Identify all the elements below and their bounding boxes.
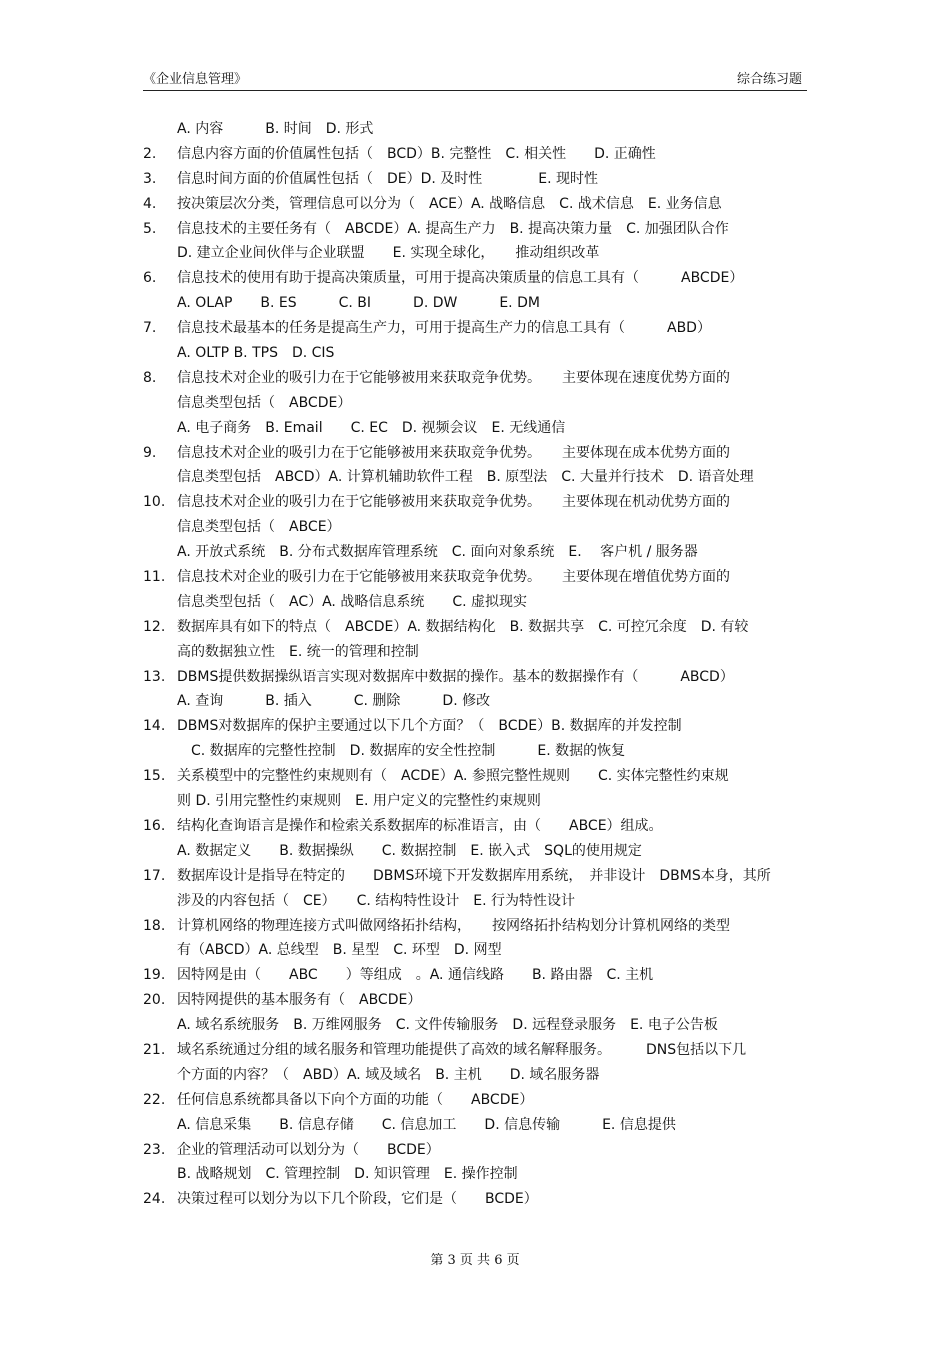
question-line [0,142,950,167]
question-text: 关系模型中的完整性约束规则有（ ACDE）A. 参照完整性规则 C. 实体完整性约束规 [177,768,729,785]
question-list [0,117,950,1212]
question-line [0,515,950,540]
question-text: 信息技术的主要任务有（ ABCDE）A. 提高生产力 B. 提高决策力量 C. 加强团队合作 [177,220,729,237]
question-number: 12. [143,618,166,635]
question-text: B. 战略规划 C. 管理控制 D. 知识管理 E. 操作控制 [177,1166,518,1183]
question-line [0,565,950,590]
question-text: 涉及的内容包括（ CE） C. 结构特性设计 E. 行为特性设计 [177,892,576,909]
question-text: A. 数据定义 B. 数据操纵 C. 数据控制 E. 嵌入式 SQL的使用规定 [177,842,642,859]
question-text: 因特网提供的基本服务有（ ABCDE） [177,992,422,1009]
question-line [0,1013,950,1038]
question-line [0,117,950,142]
question-line [0,465,950,490]
question-text: 信息内容方面的价值属性包括（ BCD）B. 完整性 C. 相关性 D. 正确性 [177,145,656,162]
question-text: A. 信息采集 B. 信息存储 C. 信息加工 D. 信息传输 E. 信息提供 [177,1116,676,1133]
question-text: 信息技术对企业的吸引力在于它能够被用来获取竞争优势。 主要体现在速度优势方面的 [177,369,730,386]
question-text: 信息类型包括 ABCD）A. 计算机辅助软件工程 B. 原型法 C. 大量并行技术 D. 语音处理 [177,469,754,486]
question-text: C. 数据库的完整性控制 D. 数据库的安全性控制 E. 数据的恢复 [177,743,626,760]
question-number: 15. [143,768,166,785]
question-line [0,441,950,466]
question-number: 22. [143,1091,166,1108]
question-text: 企业的管理活动可以划分为（ BCDE） [177,1141,440,1158]
question-text: 任何信息系统都具备以下向个方面的功能（ ABCDE） [177,1091,534,1108]
question-line [0,217,950,242]
question-number: 13. [143,668,166,685]
question-line [0,789,950,814]
question-text: 信息技术最基本的任务是提高生产力，可用于提高生产力的信息工具有（ ABD） [177,320,711,337]
question-text: 信息技术的使用有助于提高决策质量，可用于提高决策质量的信息工具有（ ABCDE） [177,270,744,287]
question-text: 数据库具有如下的特点（ ABCDE）A. 数据结构化 B. 数据共享 C. 可控冗余度 D. 有较 [177,618,749,635]
question-text: 因特网是由（ ABC ）等组成 。A. 通信线路 B. 路由器 C. 主机 [177,967,654,984]
question-line [0,615,950,640]
question-number: 8. [143,369,157,386]
question-text: 信息类型包括（ ABCDE） [177,394,352,411]
question-number: 6. [143,270,157,287]
question-line [0,665,950,690]
question-number: 11. [143,569,166,586]
question-line [0,291,950,316]
question-line [0,1138,950,1163]
question-text: 信息类型包括（ ABCE） [177,519,341,536]
question-text: A. 电子商务 B. Email C. EC D. 视频会议 E. 无线通信 [177,419,566,436]
question-text: 结构化查询语言是操作和检索关系数据库的标准语言，由（ ABCE）组成。 [177,817,663,834]
question-line [0,241,950,266]
question-line [0,366,950,391]
question-text: 有（ABCD）A. 总线型 B. 星型 C. 环型 D. 网型 [177,942,502,959]
question-line [0,416,950,441]
question-text: 则 D. 引用完整性约束规则 E. 用户定义的完整性约束规则 [177,793,541,810]
question-number: 3. [143,170,157,187]
question-number: 7. [143,320,157,337]
question-text: A. OLAP B. ES C. BI D. DW E. DM [177,295,540,312]
question-line [0,1113,950,1138]
question-text: 信息技术对企业的吸引力在于它能够被用来获取竞争优势。 主要体现在成本优势方面的 [177,444,730,461]
question-text: DBMS对数据库的保护主要通过以下几个方面？（ BCDE）B. 数据库的并发控制 [177,718,682,735]
question-line [0,814,950,839]
question-text: D. 建立企业间伙伴与企业联盟 E. 实现全球化， 推动组织改革 [177,245,600,262]
question-line [0,640,950,665]
question-text: 个方面的内容？（ ABD）A. 域及域名 B. 主机 D. 域名服务器 [177,1066,600,1083]
question-number: 16. [143,817,166,834]
question-number: 23. [143,1141,166,1158]
question-text: 高的数据独立性 E. 统一的管理和控制 [177,643,419,660]
question-line [0,192,950,217]
question-text: A. 内容 B. 时间 D. 形式 [177,121,374,137]
question-text: 数据库设计是指导在特定的 DBMS环境下开发数据库用系统， 并非设计 DBMS本身，其所 [177,867,771,884]
question-text: A. OLTP B. TPS D. CIS [177,345,335,362]
question-line [0,341,950,366]
question-line [0,963,950,988]
question-number: 17. [143,867,166,884]
question-line [0,714,950,739]
question-line [0,266,950,291]
question-line [0,590,950,615]
question-number: 19. [143,967,166,984]
question-number: 14. [143,718,166,735]
question-line [0,1162,950,1187]
question-line [0,540,950,565]
question-line [0,864,950,889]
question-text: A. 查询 B. 插入 C. 删除 D. 修改 [177,693,491,710]
question-line [0,391,950,416]
question-line [0,689,950,714]
question-text: 信息技术对企业的吸引力在于它能够被用来获取竞争优势。 主要体现在机动优势方面的 [177,494,730,511]
question-text: DBMS提供数据操纵语言实现对数据库中数据的操作。基本的数据操作有（ ABCD） [177,668,734,685]
question-text: A. 域名系统服务 B. 万维网服务 C. 文件传输服务 D. 远程登录服务 E. 电子公告板 [177,1017,718,1034]
question-line [0,316,950,341]
question-number: 21. [143,1041,166,1058]
question-line [0,988,950,1013]
question-text: 信息时间方面的价值属性包括（ DE）D. 及时性 E. 现时性 [177,170,599,187]
question-line [0,167,950,192]
question-number: 5. [143,220,157,237]
question-line [0,1038,950,1063]
question-text: 计算机网络的物理连接方式叫做网络拓扑结构， 按网络拓扑结构划分计算机网络的类型 [177,917,730,934]
question-number: 9. [143,444,157,461]
question-text: 按决策层次分类，管理信息可以分为（ ACE）A. 战略信息 C. 战术信息 E. 业务信息 [177,195,722,212]
question-line [0,1063,950,1088]
question-number: 4. [143,195,157,212]
question-number: 18. [143,917,166,934]
question-text: 信息技术对企业的吸引力在于它能够被用来获取竞争优势。 主要体现在增值优势方面的 [177,569,730,586]
doc-section: 综合练习题 [736,72,802,87]
question-line [0,938,950,963]
question-line [0,1088,950,1113]
question-text: 信息类型包括（ AC）A. 战略信息系统 C. 虚拟现实 [177,593,528,610]
question-text: 域名系统通过分组的域名服务和管理功能提供了高效的域名解释服务。 DNS包括以下几 [177,1041,747,1058]
question-line [0,490,950,515]
question-text: A. 开放式系统 B. 分布式数据库管理系统 C. 面向对象系统 E. 客户机 / 服务器 [177,544,698,561]
page-footer: 第 3 页 共 6 页 [430,1253,520,1268]
question-text: 决策过程可以划分为以下几个阶段，它们是（ BCDE） [177,1191,538,1208]
question-number: 20. [143,992,166,1009]
question-line [0,764,950,789]
header-rule [143,90,807,91]
question-line [0,1187,950,1212]
question-number: 2. [143,145,157,162]
question-number: 10. [143,494,166,511]
question-line [0,914,950,939]
doc-title: 《企业信息管理》 [143,72,248,87]
question-line [0,839,950,864]
question-number: 24. [143,1191,166,1208]
question-line [0,739,950,764]
question-line [0,889,950,914]
